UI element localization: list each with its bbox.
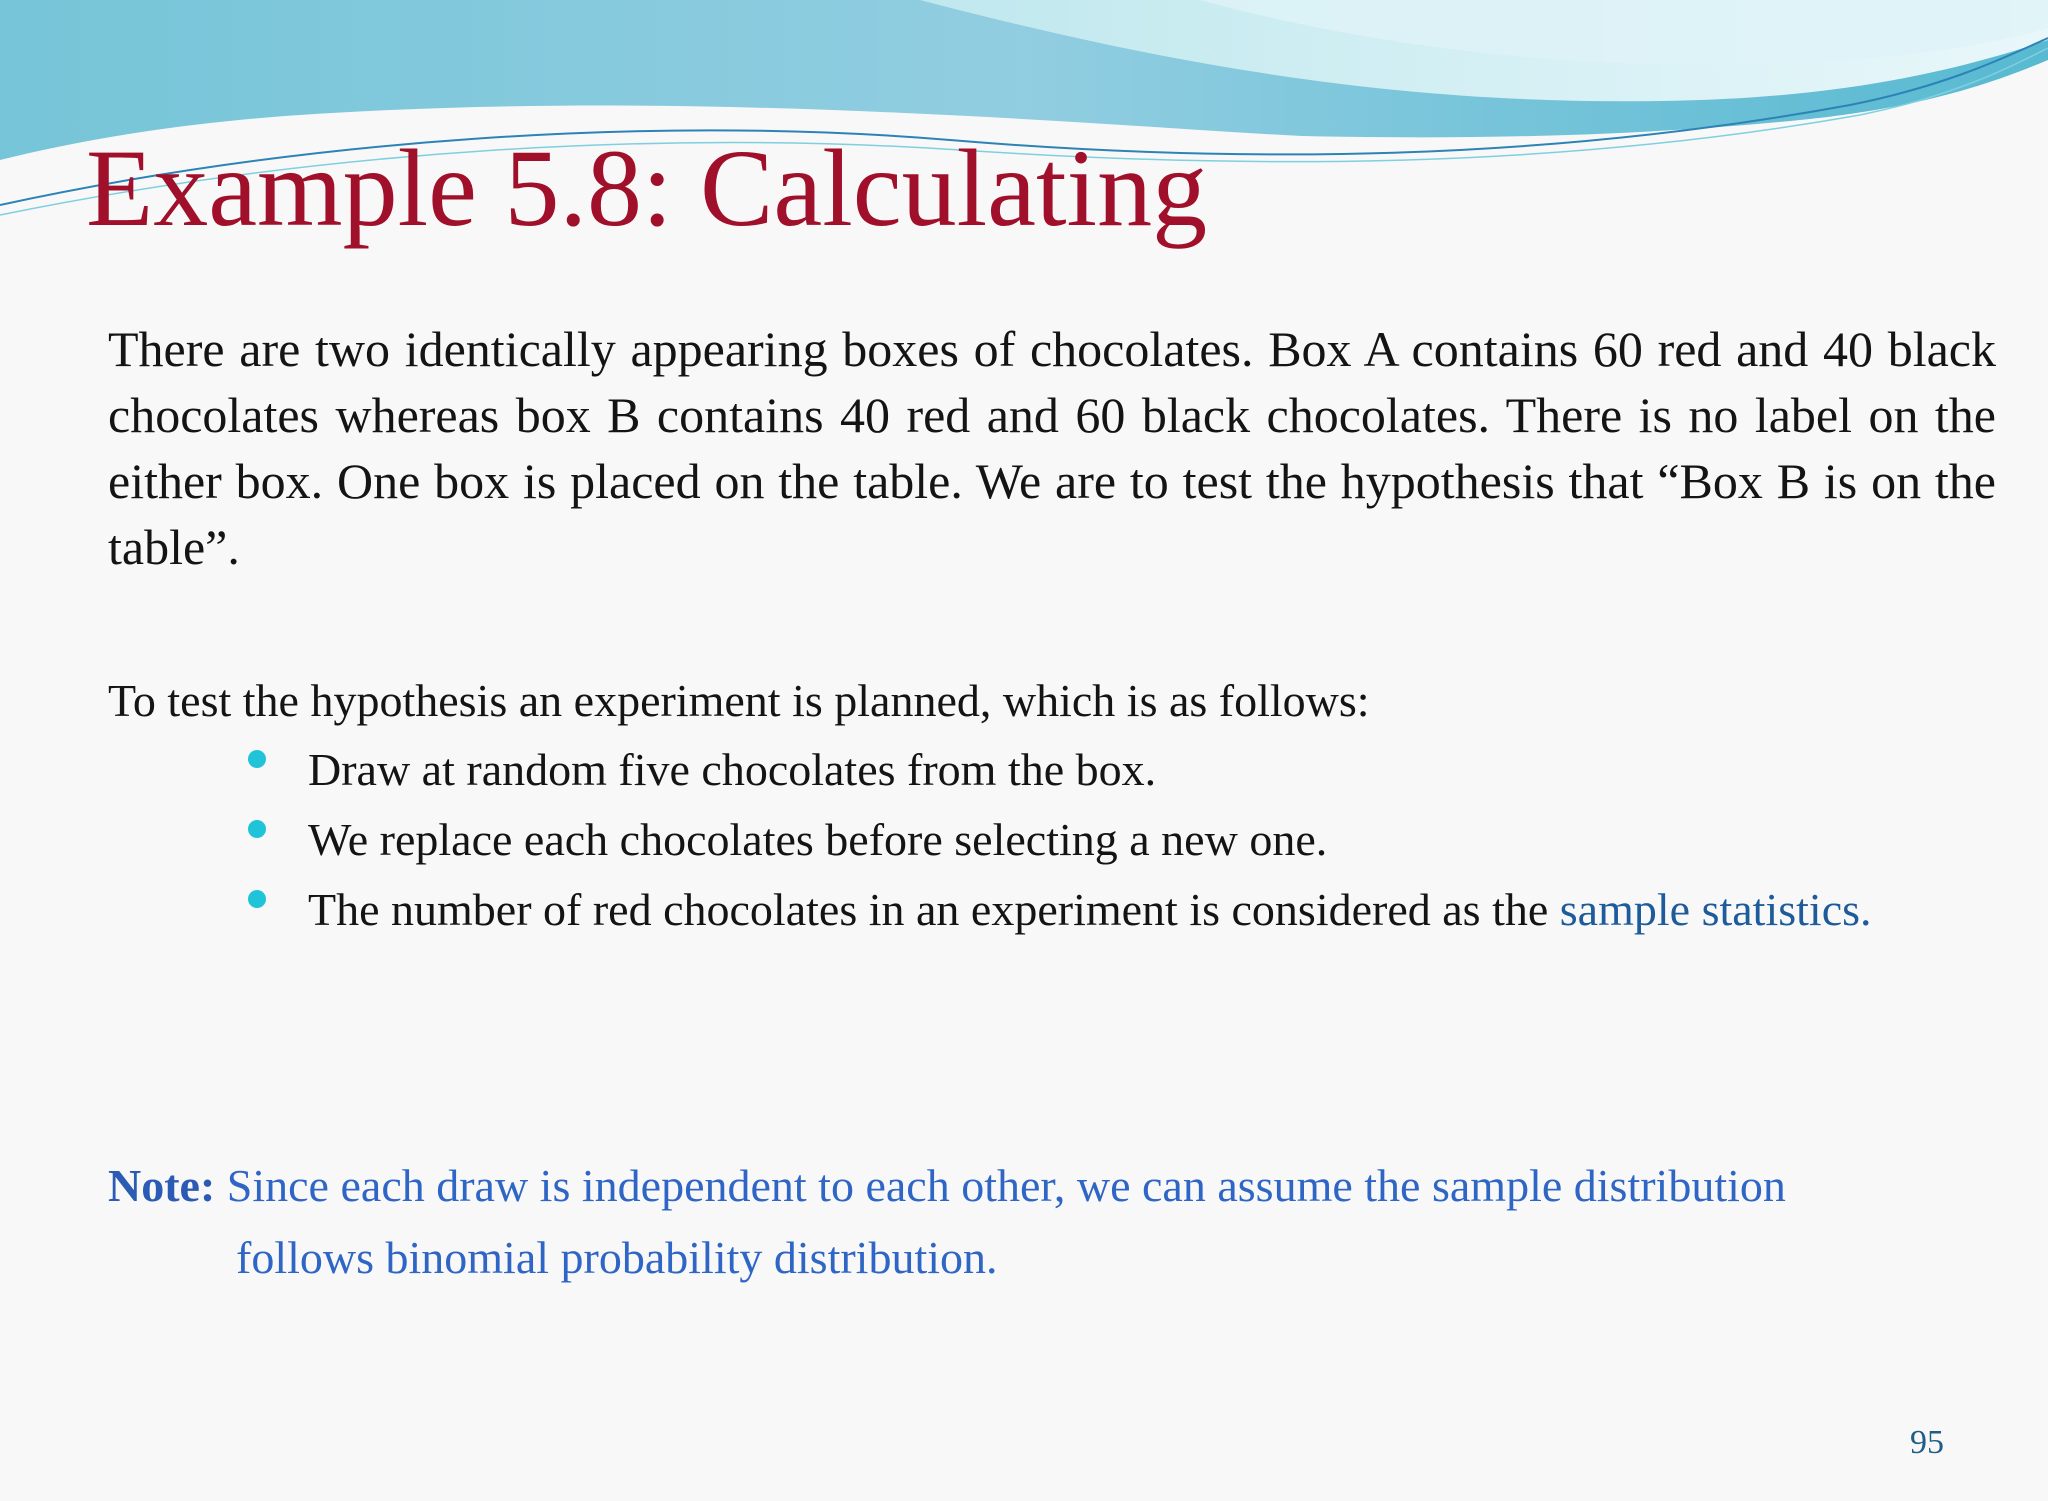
bullet-text: The number of red chocolates in an experiment is considered as the (308, 884, 1549, 935)
list-item (308, 740, 1996, 800)
note-line1: Since each draw is independent to each other, we can assume the sample distribution (226, 1160, 1786, 1211)
note-line2: follows binomial probability distribution. (236, 1232, 998, 1283)
bullet-text: Draw at random five chocolates from the box. (308, 744, 1157, 795)
note-block (108, 1150, 1988, 1294)
experiment-steps-list (308, 740, 1996, 950)
sample-statistics-highlight: sample statistics. (1559, 884, 1872, 935)
bullet-dot-icon (248, 750, 266, 768)
bullet-dot-icon (248, 820, 266, 838)
experiment-intro: To test the hypothesis an experiment is planned, which is as follows: (108, 675, 1370, 726)
list-item (308, 880, 1996, 940)
slide-title: Example 5.8: Calculating (86, 127, 1208, 249)
problem-paragraph: There are two identically appearing boxes of chocolates. Box A contains 60 red and 40 black chocolates whereas box B contains 40 red and 60 black chocolates. There is no label on the either box. One box is placed on the table. We are to test the hypothesis that “Box B is on the table”. (108, 321, 1996, 575)
page-number: 95 (1910, 1424, 1944, 1461)
list-item (308, 810, 1996, 870)
bullet-dot-icon (248, 890, 266, 908)
note-label: Note: (108, 1160, 216, 1211)
bullet-text: We replace each chocolates before selecting a new one. (308, 814, 1328, 865)
